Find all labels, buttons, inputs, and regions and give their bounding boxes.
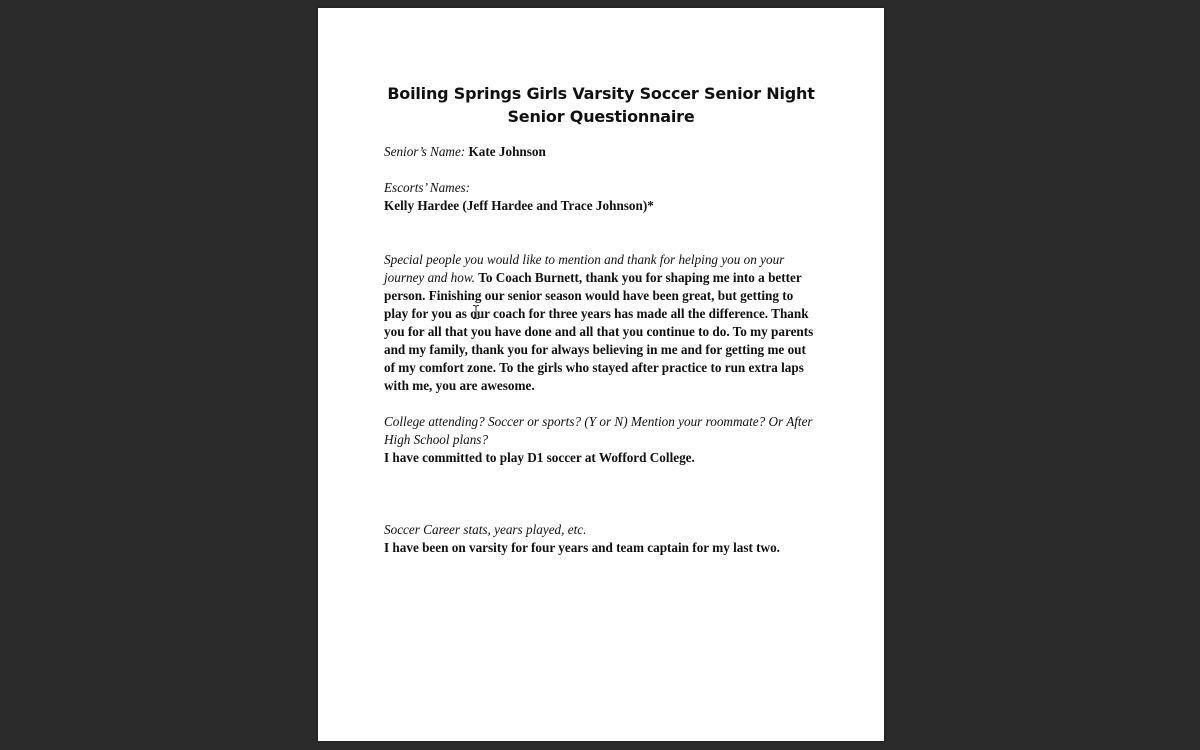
escorts-value: Kelly Hardee (Jeff Hardee and Trace Johnson)* [384, 198, 654, 213]
special-people-label: Special people you would like to mention and thank for helping you on your journey and how. [384, 252, 785, 285]
senior-name-label: Senior’s Name: [384, 144, 466, 159]
title-line-1: Boiling Springs Girls Varsity Soccer Senior Night [387, 84, 815, 103]
college-field [384, 413, 824, 467]
career-stats-value: I have been on varsity for four years and team captain for my last two. [384, 540, 780, 555]
senior-name-value: Kate Johnson [468, 144, 546, 159]
escorts-label: Escorts’ Names: [384, 180, 471, 195]
college-label: College attending? Soccer or sports? (Y or N) Mention your roommate? Or After High School plans? [384, 414, 813, 447]
title-line-2: Senior Questionnaire [507, 107, 695, 126]
senior-name-field [384, 143, 824, 161]
special-people-value: To Coach Burnett, thank you for shaping me into a better person. Finishing our senior season would have been great, but getting to play for you as our coach for three years has made all the difference. Thank you for all that you have done and all that you continue to do. To my parents and my family, thank you for always believing in me and for getting me out of my comfort zone. To the girls who stayed after practice to run extra laps with me, you are awesome. [384, 270, 814, 393]
career-stats-label: Soccer Career stats, years played, etc. [384, 522, 587, 537]
special-people-field [384, 251, 820, 395]
college-value: I have committed to play D1 soccer at Wofford College. [384, 450, 695, 465]
text-cursor-icon [472, 305, 480, 319]
career-stats-field [384, 521, 824, 557]
document-title [318, 82, 884, 128]
escorts-field [384, 179, 824, 215]
document-page[interactable] [318, 8, 884, 741]
